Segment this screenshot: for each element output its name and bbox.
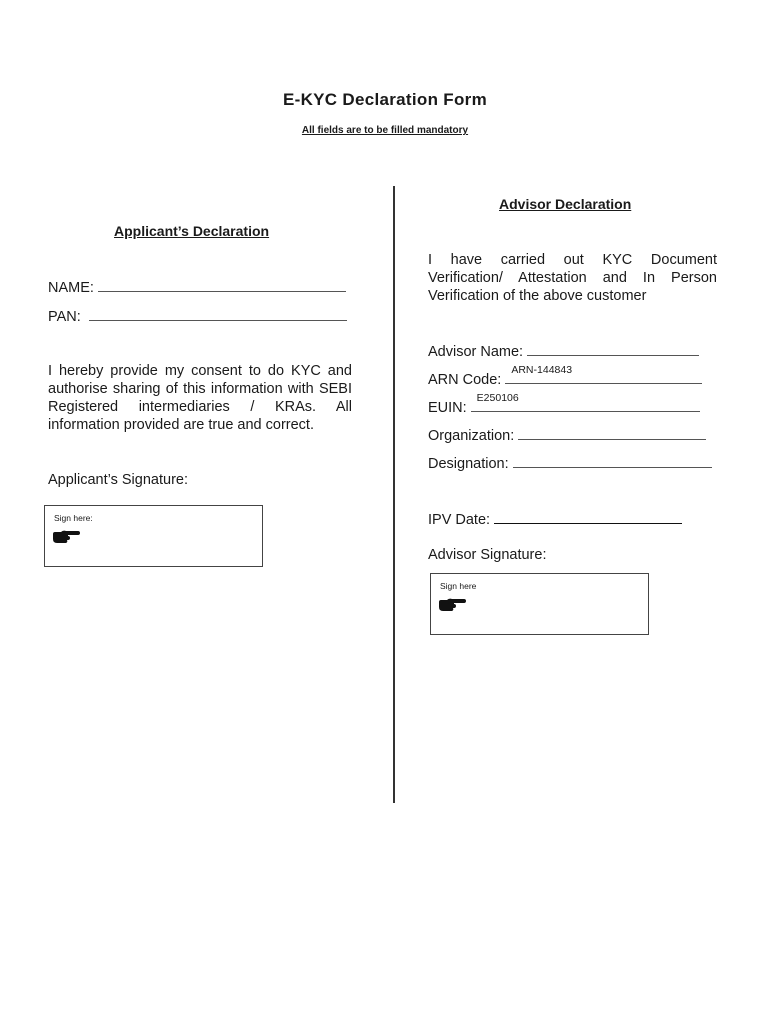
ipv-date-label: IPV Date: bbox=[428, 512, 491, 528]
column-divider bbox=[393, 186, 395, 803]
advisor-name-field[interactable] bbox=[527, 343, 699, 356]
euin-value: E250106 bbox=[476, 392, 519, 404]
organization-label: Organization: bbox=[428, 428, 515, 444]
applicant-name-label: NAME: bbox=[48, 280, 94, 296]
ipv-date-field[interactable] bbox=[494, 511, 682, 524]
arn-code-value: ARN-144843 bbox=[511, 364, 573, 376]
organization-row bbox=[428, 427, 706, 444]
advisor-name-label: Advisor Name: bbox=[428, 344, 524, 360]
applicant-pan-row bbox=[48, 308, 347, 325]
organization-field[interactable] bbox=[518, 427, 706, 440]
applicant-name-row bbox=[48, 279, 346, 296]
arn-code-label: ARN Code: bbox=[428, 372, 502, 388]
applicant-sign-here-label: Sign here: bbox=[54, 513, 93, 523]
euin-row bbox=[428, 392, 700, 416]
designation-row bbox=[428, 455, 712, 472]
euin-label: EUIN: bbox=[428, 400, 467, 416]
form-title: E-KYC Declaration Form bbox=[282, 90, 488, 109]
ipv-date-row bbox=[428, 511, 682, 528]
advisor-heading: Advisor Declaration bbox=[499, 196, 632, 212]
advisor-statement: I have carried out KYC Document Verification/ Attestation and In Person Verification of the above customer bbox=[428, 252, 717, 304]
applicant-heading: Applicant’s Declaration bbox=[114, 223, 270, 239]
designation-label: Designation: bbox=[428, 456, 509, 472]
applicant-pan-field[interactable] bbox=[89, 308, 347, 321]
pointing-hand-icon bbox=[51, 529, 81, 545]
designation-field[interactable] bbox=[513, 455, 712, 468]
applicant-signature-box[interactable] bbox=[44, 505, 263, 567]
advisor-signature-label: Advisor Signature: bbox=[428, 547, 547, 563]
pointing-hand-icon bbox=[437, 597, 467, 613]
euin-field[interactable] bbox=[471, 392, 700, 412]
applicant-signature-label: Applicant’s Signature: bbox=[48, 472, 188, 488]
advisor-name-row bbox=[428, 343, 699, 360]
arn-code-field[interactable] bbox=[505, 364, 702, 384]
applicant-pan-label: PAN: bbox=[48, 309, 81, 325]
advisor-signature-box[interactable] bbox=[430, 573, 649, 635]
advisor-sign-here-label: Sign here bbox=[440, 581, 477, 591]
applicant-consent-text: I hereby provide my consent to do KYC and authorise sharing of this information with SEBI Registered intermediaries / KRAs. All information provided are true and correct. bbox=[48, 363, 352, 433]
applicant-name-field[interactable] bbox=[98, 279, 346, 292]
arn-code-row bbox=[428, 364, 702, 388]
form-subtitle: All fields are to be filled mandatory bbox=[301, 125, 469, 136]
